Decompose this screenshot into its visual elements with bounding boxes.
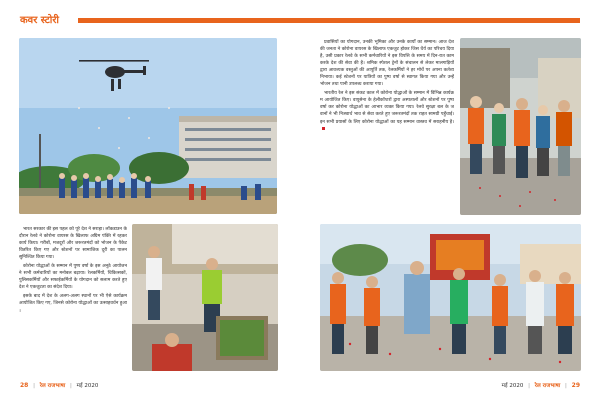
paragraph [320,90,454,132]
footer-left: 28 | रेल राजभाषा | मई 2020 [20,382,99,389]
helicopter-shower-photo [19,38,277,214]
paragraph: भारत सरकार की इस पहल को पूरे देश ने सराहा। लॉकडाउन के दौरान रेलवे ने कोरोना वायरस के खिलाफ अग्रिम पंक्ति में रहकर कार्य किया। गरीबों, मजदूरों और जरूरतमंदों को भोजन के पैकेट वितरित किए गए और स्टेशनों पर सामाजिक दूरी का पालन सुनिश्चित किया गया। [19,227,127,261]
publication-name: रेल राजभाषा [534,383,561,389]
paragraph: इसके बाद में देश के अलग-अलग स्थानों पर भी ऐसे कार्यक्रम आयोजित किए गए, जिनसे कोरोना योद्धाओं का उत्साहवर्धन हुआ। [19,294,127,314]
issue-date: मई 2020 [76,383,99,389]
page-number: 29 [571,382,580,389]
article-text-lower [19,226,127,372]
end-mark-icon [322,127,325,130]
paragraph: कोरोना योद्धाओं के सम्मान में पुष्प वर्षा के इस अनूठे आयोजन ने सभी कर्मचारियों का मनोबल बढ़ाया। रेलकर्मियों, चिकित्सकों, पुलिसकर्मियों और सफाईकर्मियों के योगदान को सलाम करते हुए देश ने एकजुटता का संदेश दिया। [19,264,127,291]
paragraph: प्रवासियों का योगदान, उनकी भूमिका और उनके कार्यों का सम्मान। आज देश की जनता ने कोरोना वायरस के खिलाफ एकजुट होकर जिस धैर्य का परिचय दिया है, उसी प्रकार रेलवे के सभी कर्मचारियों ने इस विपत्ति के समय में दिन-रात काम करके देश की सेवा की है। श्रमिक स्पेशल ट्रेनों के संचालन से लेकर मालगाड़ियों द्वारा आवश्यक वस्तुओं की आपूर्ति तक, रेलकर्मियों ने हर मोर्चे पर अपना कर्तव्य निभाया। कई स्टेशनों पर यात्रियों का पुष्प वर्षा से स्वागत किया गया और उन्हें भोजन तथा पानी उपलब्ध कराया गया। [320,40,454,88]
article-text-upper [320,39,454,221]
issue-date: मई 2020 [501,383,524,389]
page-number: 28 [20,382,29,389]
street-workers-photo [460,38,581,215]
section-title: कवर स्टोरी [20,15,60,26]
footer-right: मई 2020 | रेल राजभाषा | 29 [501,382,580,389]
relief-delivery-photo [132,224,278,371]
paragraph-text: भारतीय रेल ने इस संकट काल में कोरोना योद्धाओं के सम्मान में विभिन्न कार्यक्रम आयोजित किए। वायुसेना के हेलीकॉप्टरों द्वारा अस्पतालों और स्टेशनों पर पुष्प वर्षा कर कोरोना योद्धाओं का आभार व्यक्त किया गया। रेलवे सुरक्षा बल के जवानों ने भी निःस्वार्थ भाव से सेवा करते हुए जरूरतमंदों तक राहत सामग्री पहुँचाई। इन सभी प्रयासों के लिए कोरोना योद्धाओं का यह सम्मान वास्तव में सराहनीय है। [320,91,454,125]
publication-name: रेल राजभाषा [39,383,66,389]
railway-staff-photo [320,224,581,371]
section-rule [78,18,580,23]
